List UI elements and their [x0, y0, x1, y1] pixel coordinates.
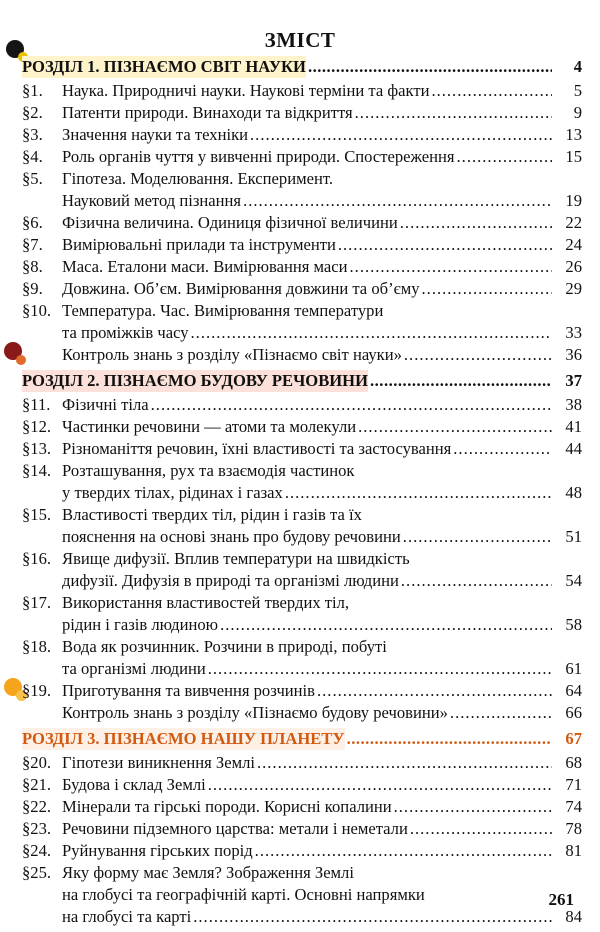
toc-section-heading	[22, 370, 582, 394]
toc-entry-title: Речовини підземного царства: метали і неметали	[62, 819, 408, 838]
toc-dot-leader	[208, 658, 552, 680]
toc-entry-title: Вода як розчинник. Розчини в природі, побуті	[62, 637, 387, 656]
toc-entry	[22, 526, 582, 548]
toc-entry-number: §1.	[22, 81, 43, 100]
toc-entry-page: 19	[565, 191, 582, 210]
toc-entry-title: Патенти природи. Винаходи та відкриття	[62, 103, 353, 122]
toc-entry-title: Температура. Час. Вимірювання температури	[62, 301, 384, 320]
toc-entry	[22, 774, 582, 796]
toc-entry	[22, 146, 582, 168]
toc-entry	[22, 906, 582, 928]
toc-entry-text-wrap	[62, 146, 552, 168]
toc-entry-page: 68	[565, 753, 582, 772]
toc-entry-text-wrap	[62, 124, 552, 146]
toc-entry-title: рідин і газів людиною	[62, 615, 219, 634]
toc-entry-page: 4	[573, 57, 582, 76]
toc-entry-title: Фізичні тіла	[62, 395, 149, 414]
toc-entry-title: Явище дифузії. Вплив температури на швидкість	[62, 549, 410, 568]
toc-entry-title: Гіпотези виникнення Землі	[62, 753, 255, 772]
toc-entry-page: 15	[565, 147, 582, 166]
toc-entry-page: 33	[565, 323, 582, 342]
toc-dot-leader	[208, 774, 552, 796]
toc-entry	[22, 636, 582, 658]
toc-entry-text-wrap	[62, 322, 552, 344]
toc-entry-page: 66	[565, 703, 582, 722]
toc-entry-text-wrap	[62, 906, 552, 928]
toc-entry-title: РОЗДІЛ 2. ПІЗНАЄМО БУДОВУ РЕЧОВИНИ	[22, 371, 368, 390]
toc-section-heading	[22, 728, 582, 752]
toc-entry-text-wrap	[62, 394, 552, 416]
toc-entry-text-wrap	[62, 526, 552, 548]
toc-entry	[22, 190, 582, 212]
toc-entry-text-wrap	[62, 796, 552, 818]
toc-entry	[22, 124, 582, 146]
toc-entry-text-wrap	[62, 548, 552, 570]
toc-entry-number: §19.	[22, 681, 52, 700]
toc-entry	[22, 322, 582, 344]
toc-entry-title: Вимірювальні прилади та інструменти	[62, 235, 336, 254]
toc-dot-leader	[401, 570, 552, 592]
toc-entry-page: 5	[573, 81, 582, 100]
toc-entry-page: 71	[565, 775, 582, 794]
toc-entry-text-wrap	[62, 416, 552, 438]
toc-entry-title: Будова і склад Землі	[62, 775, 206, 794]
toc-entry-page: 58	[565, 615, 582, 634]
toc-entry-number: §14.	[22, 461, 52, 480]
toc-entry-number: §18.	[22, 637, 52, 656]
toc-entry-page: 54	[565, 571, 582, 590]
toc-entry-text-wrap	[62, 636, 552, 658]
toc-dot-leader	[410, 818, 552, 840]
toc-dot-leader	[250, 124, 552, 146]
toc-entry-number: §7.	[22, 235, 43, 254]
toc-entry	[22, 614, 582, 636]
toc-entry-page: 29	[565, 279, 582, 298]
toc-entry-title: Властивості твердих тіл, рідин і газів та їх	[62, 505, 362, 524]
toc-entry	[22, 438, 582, 460]
toc-entry-title: Маса. Еталони маси. Вимірювання маси	[62, 257, 348, 276]
toc-entry-number: §21.	[22, 775, 52, 794]
toc-entry-number: §5.	[22, 169, 43, 188]
toc-entry-text-wrap	[62, 190, 552, 212]
toc-dot-leader	[403, 526, 552, 548]
toc-entry-number: §3.	[22, 125, 43, 144]
toc-entry-number: §2.	[22, 103, 43, 122]
toc-entry-title: Значення науки та техніки	[62, 125, 249, 144]
toc-entry-page: 81	[565, 841, 582, 860]
toc-entry-title: Приготування та вивчення розчинів	[62, 681, 315, 700]
toc-entry-text-wrap	[62, 774, 552, 796]
toc-entry	[22, 796, 582, 818]
toc-entry-page: 64	[565, 681, 582, 700]
toc-entry-text-wrap	[62, 256, 552, 278]
toc-entry-page: 78	[565, 819, 582, 838]
toc-entry	[22, 504, 582, 526]
toc-entry	[22, 840, 582, 862]
toc-entry	[22, 460, 582, 482]
toc-dot-leader	[308, 56, 552, 78]
toc-dot-leader	[355, 102, 552, 124]
toc-entry-title: Руйнування гірських порід	[62, 841, 253, 860]
toc-entry-text-wrap	[62, 504, 552, 526]
toc-entry-title: РОЗДІЛ 1. ПІЗНАЄМО СВІТ НАУКИ	[22, 57, 306, 76]
toc-entry-page: 61	[565, 659, 582, 678]
toc-dot-leader	[404, 344, 552, 366]
toc-entry-page: 74	[565, 797, 582, 816]
table-of-contents	[22, 56, 582, 928]
toc-entry-title: Фізична величина. Одиниця фізичної величини	[62, 213, 398, 232]
toc-entry-title: Гіпотеза. Моделювання. Експеримент.	[62, 169, 333, 188]
toc-entry-title: та проміжків часу	[62, 323, 189, 342]
toc-entry	[22, 658, 582, 680]
toc-entry-title: Наука. Природничі науки. Наукові терміни та факти	[62, 81, 430, 100]
toc-entry-text-wrap	[62, 438, 552, 460]
toc-entry-text-wrap	[62, 570, 552, 592]
toc-entry-number: §11.	[22, 395, 51, 414]
toc-section-heading	[22, 56, 582, 80]
toc-dot-leader	[394, 796, 552, 818]
toc-entry-text-wrap	[62, 278, 552, 300]
toc-entry-title: Частинки речовини — атоми та молекули	[62, 417, 357, 436]
toc-entry	[22, 482, 582, 504]
toc-entry-text-wrap	[22, 370, 552, 392]
toc-entry-page: 22	[565, 213, 582, 232]
toc-dot-leader	[317, 680, 552, 702]
toc-entry-number: §12.	[22, 417, 52, 436]
toc-entry-text-wrap	[62, 884, 552, 906]
toc-entry	[22, 256, 582, 278]
toc-entry-text-wrap	[62, 752, 552, 774]
toc-entry-number: §17.	[22, 593, 52, 612]
toc-entry-number: §4.	[22, 147, 43, 166]
toc-entry-title: дифузії. Дифузія в природі та організмі людини	[62, 571, 399, 590]
toc-entry-title: Роль органів чуття у вивченні природи. Спостереження	[62, 147, 455, 166]
toc-entry-number: §23.	[22, 819, 52, 838]
toc-dot-leader	[370, 370, 552, 392]
toc-entry-text-wrap	[62, 862, 552, 884]
toc-entry-title: пояснення на основі знань про будову речовини	[62, 527, 401, 546]
toc-entry-title: на глобусі та географічній карті. Основні напрямки	[62, 885, 425, 904]
toc-dot-leader	[453, 438, 552, 460]
toc-entry	[22, 548, 582, 570]
toc-entry-text-wrap	[62, 680, 552, 702]
toc-entry-title: на глобусі та карті	[62, 907, 192, 926]
toc-entry	[22, 212, 582, 234]
toc-entry-title: Розташування, рух та взаємодія частинок	[62, 461, 355, 480]
toc-entry	[22, 702, 582, 724]
toc-entry-page: 37	[565, 371, 582, 390]
toc-dot-leader	[243, 190, 552, 212]
toc-entry-title: Яку форму має Земля? Зображення Землі	[62, 863, 354, 882]
toc-entry-number: §8.	[22, 257, 43, 276]
toc-entry-page: 13	[565, 125, 582, 144]
toc-entry-text-wrap	[62, 592, 552, 614]
page-title: ЗМІСТ	[264, 28, 336, 52]
toc-entry-number: §22.	[22, 797, 52, 816]
toc-entry	[22, 680, 582, 702]
toc-dot-leader	[193, 906, 552, 928]
toc-entry-page: 84	[565, 907, 582, 926]
toc-entry-number: §6.	[22, 213, 43, 232]
toc-entry	[22, 570, 582, 592]
toc-entry-text-wrap	[62, 344, 552, 366]
toc-entry-text-wrap	[62, 460, 552, 482]
toc-dot-leader	[338, 234, 552, 256]
toc-dot-leader	[400, 212, 552, 234]
toc-entry	[22, 168, 582, 190]
toc-entry-title: та організмі людини	[62, 659, 206, 678]
toc-entry-text-wrap	[62, 482, 552, 504]
toc-entry	[22, 394, 582, 416]
page-number: 261	[548, 890, 574, 909]
toc-entry-page: 67	[565, 729, 582, 748]
toc-entry-title: Різноманіття речовин, їхні властивості та застосування	[62, 439, 452, 458]
toc-entry-text-wrap	[62, 168, 552, 190]
toc-entry-text-wrap	[62, 840, 552, 862]
toc-entry-page: 36	[565, 345, 582, 364]
toc-entry-title: Використання властивостей твердих тіл,	[62, 593, 350, 612]
toc-dot-leader	[151, 394, 552, 416]
toc-dot-leader	[285, 482, 552, 504]
toc-dot-leader	[350, 256, 552, 278]
toc-entry-title: Довжина. Об’єм. Вимірювання довжини та об’єму	[62, 279, 420, 298]
toc-dot-leader	[457, 146, 552, 168]
toc-entry-text-wrap	[62, 300, 552, 322]
toc-entry	[22, 416, 582, 438]
toc-entry-number: §25.	[22, 863, 52, 882]
toc-entry-page: 48	[565, 483, 582, 502]
toc-entry-text-wrap	[62, 212, 552, 234]
toc-dot-leader	[257, 752, 552, 774]
toc-dot-leader	[347, 728, 552, 750]
toc-entry-text-wrap	[62, 234, 552, 256]
toc-entry	[22, 818, 582, 840]
toc-entry-number: §20.	[22, 753, 52, 772]
toc-entry-page: 38	[565, 395, 582, 414]
toc-entry-page: 41	[565, 417, 582, 436]
toc-entry-text-wrap	[62, 818, 552, 840]
toc-entry-title: у твердих тілах, рідинах і газах	[62, 483, 283, 502]
toc-entry-title: Мінерали та гірські породи. Корисні копалини	[62, 797, 392, 816]
toc-dot-leader	[191, 322, 552, 344]
toc-entry	[22, 884, 582, 906]
toc-entry-text-wrap	[22, 56, 552, 78]
toc-entry	[22, 278, 582, 300]
toc-entry-text-wrap	[62, 702, 552, 724]
toc-entry-text-wrap	[62, 80, 552, 102]
toc-entry	[22, 80, 582, 102]
toc-dot-leader	[431, 80, 552, 102]
toc-entry-number: §24.	[22, 841, 52, 860]
toc-dot-leader	[220, 614, 552, 636]
toc-entry	[22, 234, 582, 256]
toc-entry-title: Контроль знань з розділу «Пізнаємо будову речовини»	[62, 703, 448, 722]
toc-entry	[22, 300, 582, 322]
toc-dot-leader	[450, 702, 552, 724]
toc-entry-number: §15.	[22, 505, 52, 524]
toc-entry	[22, 862, 582, 884]
toc-dot-leader	[422, 278, 552, 300]
toc-entry-page: 44	[565, 439, 582, 458]
toc-entry-title: РОЗДІЛ 3. ПІЗНАЄМО НАШУ ПЛАНЕТУ	[22, 729, 345, 748]
toc-entry-number: §9.	[22, 279, 43, 298]
toc-entry	[22, 592, 582, 614]
toc-entry	[22, 752, 582, 774]
toc-entry-page: 26	[565, 257, 582, 276]
toc-entry-number: §16.	[22, 549, 52, 568]
toc-entry	[22, 102, 582, 124]
toc-entry-text-wrap	[62, 102, 552, 124]
toc-entry-page: 9	[573, 103, 582, 122]
toc-entry-text-wrap	[22, 728, 552, 750]
toc-entry-number: §13.	[22, 439, 52, 458]
toc-dot-leader	[358, 416, 552, 438]
toc-entry-text-wrap	[62, 658, 552, 680]
toc-entry-number: §10.	[22, 301, 52, 320]
toc-dot-leader	[255, 840, 552, 862]
toc-entry-page: 51	[565, 527, 582, 546]
toc-entry	[22, 344, 582, 366]
toc-entry-title: Контроль знань з розділу «Пізнаємо світ науки»	[62, 345, 402, 364]
toc-entry-title: Науковий метод пізнання	[62, 191, 242, 210]
toc-entry-text-wrap	[62, 614, 552, 636]
toc-entry-page: 24	[565, 235, 582, 254]
